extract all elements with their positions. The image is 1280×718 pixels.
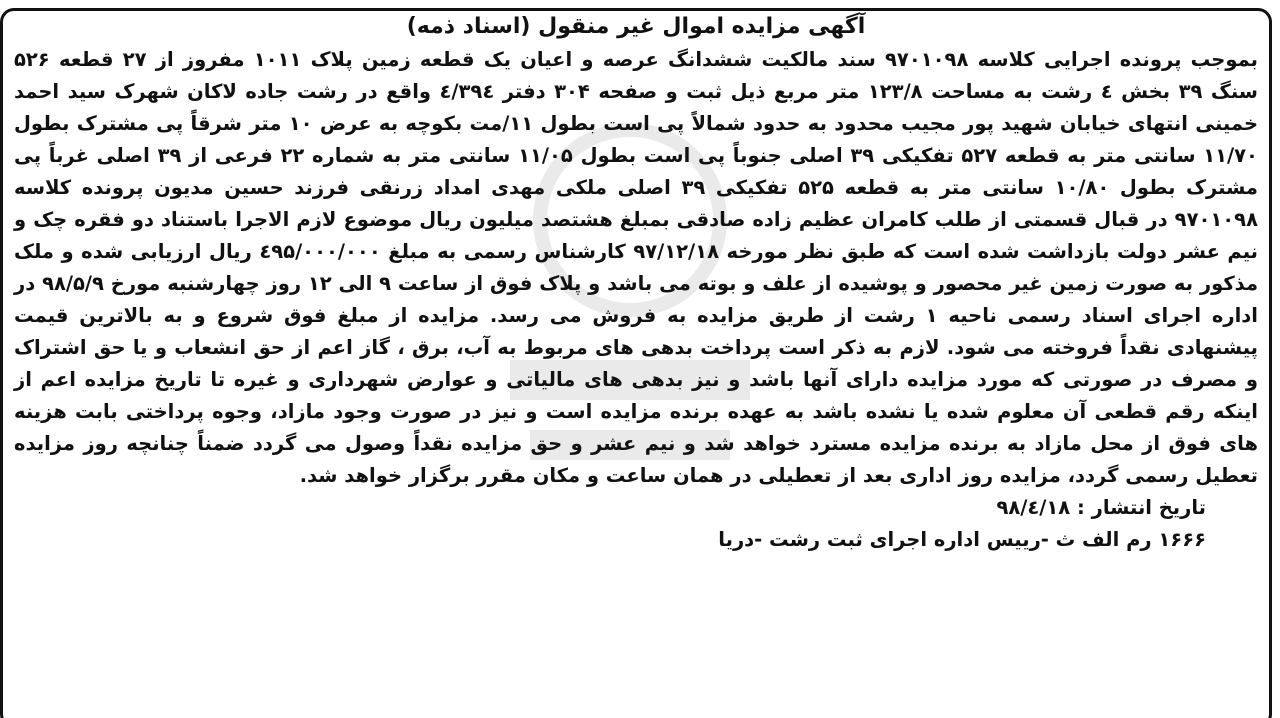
publish-date: تاریخ انتشار : ۹۸/٤/۱۸ [996,496,1206,519]
notice-signature: ۱۶۶۶ رم الف ث -رییس اداره اجرای ثبت رشت -دریا [718,528,1206,551]
notice-body: بموجب پرونده اجرایی کلاسه ۹۷۰۱۰۹۸ سند مالکیت ششدانگ عرصه و اعیان یک قطعه زمین پلاک ۱۰۱۱ مفروز از ۲۷ قطعه ۵۲۶ سنگ ۳۹ بخش ٤ رشت به مساحت ۱۲۳/۸ متر مربع ذیل ثبت و صفحه ۳۰۴ دفتر ٤/۳۹٤ واقع در رشت جاده لاکان شهرک سید احمد خمینی انتهای خیابان شهید پور مجیب محدود به حدود شمالاً پی است بطول ۱۱/مت بکوچه به عرض ۱۰ متر شرقاً پی مشترک بطول ۱۱/۷۰ سانتی متر به قطعه ۵۲۷ تفکیکی ۳۹ اصلی جنوباً پی است بطول ۱۱/۰۵ سانتی متر به شماره ۲۲ فرعی از ۳۹ اصلی غرباً پی مشترک بطول ۱۰/۸۰ سانتی متر به قطعه ۵۲۵ تفکیکی ۳۹ اصلی ملکی مهدی امداد زرنقی فرزند حسین مدیون پرونده کلاسه ۹۷۰۱۰۹۸ در قبال قسمتی از طلب کامران عظیم زاده صادقی بمبلغ هشتصد میلیون ریال موضوع لازم الاجرا باستناد دو فقره چک و نیم عشر دولت بازداشت شده است که طبق نظر مورخه ۹۷/۱۲/۱۸ کارشناس رسمی به مبلغ ٤۹۵/۰۰۰/۰۰۰ ریال ارزیابی شده و ملک مذکور به صورت زمین غیر محصور و پوشیده از علف و بوته می باشد و پلاک فوق از ساعت ۹ الی ۱۲ روز چهارشنبه مورخ ۹۸/۵/۹ در اداره اجرای اسناد رسمی ناحیه ۱ رشت از طریق مزایده به فروش می رسد. مزایده از مبلغ فوق شروع و به بالاترین قیمت پیشنهادی نقداً فروخته می شود. لازم به ذکر است پرداخت بدهی های مربوط به آب، برق ، گاز اعم از حق انشعاب و یا حق اشتراک و مصرف در صورتی که مورد مزایده دارای آنها باشد و نیز بدهی های مالیاتی و عوارض شهرداری و غیره تا تاریخ مزایده اعم از اینکه رقم قطعی آن معلوم شده یا نشده باشد به عهده برنده مزایده است و نیز در صورت وجود مازاد، وجوه پرداختی بابت هزینه های فوق از محل مازاد به برنده مزایده مسترد خواهد شد و نیم عشر و حق مزایده نقداً وصول می گردد ضمناً چنانچه روز مزایده تعطیل رسمی گردد، مزایده روز اداری بعد از تعطیلی در همان ساعت و مکان مقرر برگزار خواهد شد. [14,48,1259,487]
notice-title: آگهی مزایده اموال غیر منقول (اسناد ذمه) [406,14,866,39]
notice-content [14,12,1258,556]
